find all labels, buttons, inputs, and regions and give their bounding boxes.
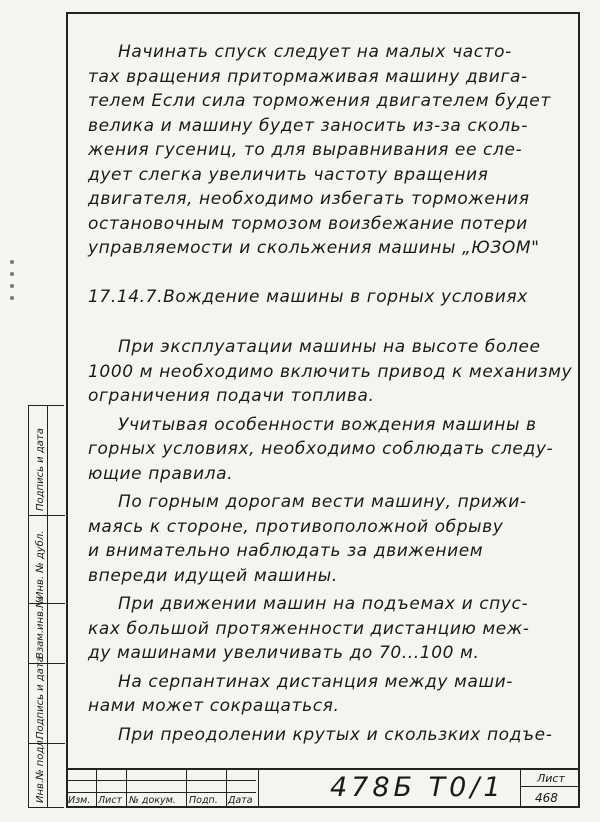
paragraph-distance: [88, 592, 572, 666]
strip-label-inv-original: Инв.№ подл.: [35, 737, 46, 803]
section-heading: [88, 285, 572, 310]
text-line: управляемости и скольжения машины „ЮЗОМ": [88, 238, 540, 258]
text-line: При преодолении крутых и скользких подъе-: [118, 724, 553, 745]
strip-label-duplicate-inv: Инв. № дубл.: [35, 530, 46, 599]
text-line: нами может сокращаться.: [88, 696, 340, 716]
strip-cell-replaces-inv: [29, 597, 65, 664]
paragraph-steep-climbs: [88, 723, 572, 748]
binding-holes: [10, 260, 16, 340]
strip-label-replaces-inv: Взам.инв.№: [35, 597, 46, 659]
strip-cell-inv-original: [29, 737, 65, 807]
paragraph-mountain-roads: [88, 490, 572, 588]
label-list: Лист: [98, 795, 123, 806]
text-line: При эксплуатации машины на высоте более: [118, 337, 541, 357]
label-signature: Подп.: [189, 795, 218, 806]
strip-label-signature-date-1: Подпись и дата: [35, 428, 46, 511]
paragraph-descent: [88, 40, 572, 261]
text-line: остановочным тормозом воизбежание потери: [88, 213, 528, 234]
text-line: По горным дорогам вести машину, прижи-: [118, 492, 527, 512]
text-line: ду машинами увеличивать до 70...100 м.: [88, 643, 480, 663]
text-line: ках большой протяженности дистанцию меж-: [88, 618, 530, 639]
text-line: телем Если сила торможения двигателем будет: [88, 91, 551, 111]
sheet-label: Лист: [537, 772, 565, 785]
label-doc-number: № докум.: [129, 795, 176, 806]
text-line: Учитывая особенности вождения машины в: [118, 414, 537, 435]
text-line: ограничения подачи топлива.: [88, 386, 375, 406]
text-line: ющие правила.: [88, 463, 234, 484]
paragraph-altitude: [88, 335, 572, 409]
label-date: Дата: [228, 795, 253, 806]
text-line: 1000 м необходимо включить привод к механизму: [88, 361, 573, 382]
strip-cell-duplicate-inv: [29, 516, 65, 604]
label-izm: Изм.: [68, 795, 91, 806]
text-line: и внимательно наблюдать за движением: [88, 541, 484, 561]
text-line: велика и машину будет заносить из-за сколь-: [88, 115, 529, 136]
text-line: тах вращения притормаживая машину двига-: [88, 66, 528, 87]
text-line: На серпантинах дистанция между маши-: [118, 671, 514, 692]
text-line: При движении машин на подъемах и спус-: [118, 594, 529, 614]
strip-cell-signature-date-1: [29, 406, 65, 516]
approval-strip: [28, 405, 64, 808]
paragraph-serpentines: [88, 670, 572, 719]
text-line: маясь к стороне, противоположной обрыву: [88, 516, 504, 537]
text-line: горных условиях, необходимо соблюдать следу-: [88, 439, 554, 459]
document-body: [88, 40, 572, 747]
document-code: 478Б Т0/1: [330, 772, 505, 803]
text-line: Начинать спуск следует на малых часто-: [118, 42, 512, 62]
section-heading-text: 17.14.7.Вождение машины в горных условиях: [88, 286, 528, 307]
text-line: двигателя, необходимо избегать торможения: [88, 189, 530, 209]
paragraph-rules-intro: [88, 413, 572, 487]
strip-label-signature-date-2: Подпись и дата: [35, 656, 46, 739]
sheet-number: 468: [535, 791, 558, 805]
text-line: впереди идущей машины.: [88, 565, 338, 586]
strip-cell-signature-date-2: [29, 656, 65, 744]
text-line: дует слегка увеличить частоту вращения: [88, 164, 489, 185]
text-line: жения гусениц, то для выравнивания ее сле-: [88, 140, 523, 160]
